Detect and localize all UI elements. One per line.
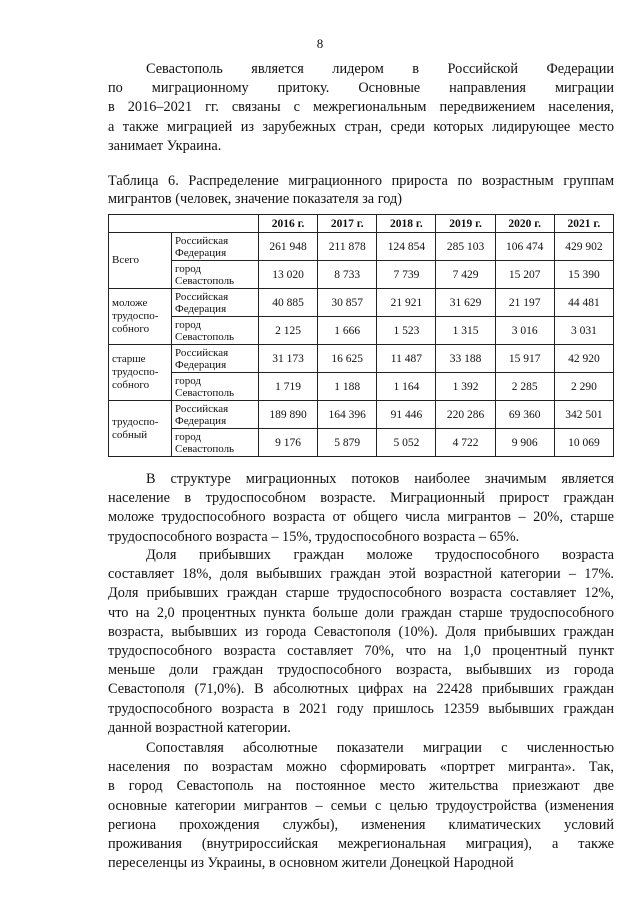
text-line: население в трудоспособном возрасте. Миграционный прирост граждан bbox=[108, 490, 614, 507]
value-cell: 31 173 bbox=[259, 345, 318, 373]
text-line: данной возрастной категории. bbox=[108, 719, 291, 736]
value-cell: 91 446 bbox=[377, 401, 436, 429]
value-cell: 10 069 bbox=[554, 429, 613, 457]
value-cell: 285 103 bbox=[436, 233, 495, 261]
text-line: проживания (внутрироссийская межрегиональная миграция), а также bbox=[108, 836, 614, 853]
text-line: Сопоставляя абсолютные показатели миграции с численностью bbox=[146, 740, 614, 756]
text-line: в 2016–2021 гг. связаны с межрегиональным передвижением населения, bbox=[108, 99, 614, 116]
year-header: 2017 г. bbox=[318, 215, 377, 233]
value-cell: 9 176 bbox=[259, 429, 318, 457]
region-label: город Севастополь bbox=[172, 429, 259, 457]
value-cell: 33 188 bbox=[436, 345, 495, 373]
region-label: город Севастополь bbox=[172, 373, 259, 401]
group-label: моложе трудоспо-собного bbox=[109, 289, 172, 345]
value-cell: 4 722 bbox=[436, 429, 495, 457]
value-cell: 21 921 bbox=[377, 289, 436, 317]
text-line: населения по возрастам можно сформировать «портрет мигранта». Так, bbox=[108, 759, 614, 776]
year-header: 2018 г. bbox=[377, 215, 436, 233]
value-cell: 1 164 bbox=[377, 373, 436, 401]
value-cell: 2 125 bbox=[259, 317, 318, 345]
value-cell: 15 390 bbox=[554, 261, 613, 289]
text-line: переселенцы из Украины, в основном жители Донецкой Народной bbox=[108, 855, 514, 872]
text-line: Доля прибывших граждан моложе трудоспособного возраста bbox=[146, 547, 614, 563]
value-cell: 429 902 bbox=[554, 233, 613, 261]
value-cell: 261 948 bbox=[259, 233, 318, 261]
year-header: 2020 г. bbox=[495, 215, 554, 233]
value-cell: 342 501 bbox=[554, 401, 613, 429]
value-cell: 5 879 bbox=[318, 429, 377, 457]
value-cell: 1 315 bbox=[436, 317, 495, 345]
header-empty-cell bbox=[109, 215, 259, 233]
text-line: Таблица 6. Распределение миграционного прироста по возрастным группам bbox=[108, 173, 614, 189]
value-cell: 106 474 bbox=[495, 233, 554, 261]
year-header: 2019 г. bbox=[436, 215, 495, 233]
value-cell: 40 885 bbox=[259, 289, 318, 317]
text-line: возраста, выбывших из города Севастополя (10%). Доля прибывших граждан bbox=[108, 623, 614, 640]
region-label: Российская Федерация bbox=[172, 233, 259, 261]
value-cell: 15 917 bbox=[495, 345, 554, 373]
text-line: трудоспособного возраста – 15%, трудоспособного возраста – 65%. bbox=[108, 528, 520, 545]
value-cell: 164 396 bbox=[318, 401, 377, 429]
text-line: Доля прибывших граждан старше трудоспособного возраста составляет 12%, bbox=[108, 585, 614, 602]
value-cell: 7 429 bbox=[436, 261, 495, 289]
text-line: по миграционному притоку. Основные направления миграции bbox=[108, 80, 614, 97]
table-row bbox=[109, 373, 614, 401]
table-row bbox=[109, 261, 614, 289]
text-line: меньше доли граждан трудоспособного возраста, выбывших из города bbox=[108, 662, 614, 679]
value-cell: 3 031 bbox=[554, 317, 613, 345]
table-row bbox=[109, 401, 614, 429]
value-cell: 8 733 bbox=[318, 261, 377, 289]
table-row bbox=[109, 429, 614, 457]
text-line: региона прохождения службы), изменения климатических условий bbox=[108, 816, 614, 833]
value-cell: 3 016 bbox=[495, 317, 554, 345]
value-cell: 1 666 bbox=[318, 317, 377, 345]
value-cell: 7 739 bbox=[377, 261, 436, 289]
intro-paragraph bbox=[108, 60, 614, 156]
text-line: мигрантов (человек, значение показателя за год) bbox=[108, 191, 402, 207]
value-cell: 124 854 bbox=[377, 233, 436, 261]
value-cell: 189 890 bbox=[259, 401, 318, 429]
value-cell: 2 285 bbox=[495, 373, 554, 401]
text-line: основные категории мигрантов – семьи с целью трудоустройства (изменения bbox=[108, 797, 614, 814]
body-paragraph bbox=[108, 546, 614, 738]
table-row bbox=[109, 317, 614, 345]
page-number: 8 bbox=[316, 36, 324, 51]
migration-table bbox=[108, 214, 614, 457]
value-cell: 15 207 bbox=[495, 261, 554, 289]
table-header-row bbox=[109, 215, 614, 233]
table-row bbox=[109, 289, 614, 317]
text-line: что на 2,0 процентных пункта больше доли граждан старше трудоспособного bbox=[108, 604, 614, 621]
text-line: составляет 18%, доля выбывших граждан этой возрастной категории – 17%. bbox=[108, 566, 614, 583]
text-line: а также миграцией из зарубежных стран, среди которых лидирующее место bbox=[108, 118, 614, 135]
text-line: в город Севастополь на постоянное место жительства приезжают две bbox=[108, 778, 614, 795]
table-row bbox=[109, 345, 614, 373]
value-cell: 1 719 bbox=[259, 373, 318, 401]
text-line: моложе трудоспособного возраста от общего числа мигрантов – 20%, старше bbox=[108, 509, 614, 526]
group-label: трудоспо-собный bbox=[109, 401, 172, 457]
region-label: Российская Федерация bbox=[172, 289, 259, 317]
region-label: город Севастополь bbox=[172, 261, 259, 289]
body-paragraph bbox=[108, 739, 614, 873]
value-cell: 1 523 bbox=[377, 317, 436, 345]
table-caption bbox=[108, 172, 614, 208]
year-header: 2016 г. bbox=[259, 215, 318, 233]
region-label: Российская Федерация bbox=[172, 345, 259, 373]
value-cell: 1 392 bbox=[436, 373, 495, 401]
text-line: Севастополь является лидером в Российской Федерации bbox=[146, 61, 614, 77]
value-cell: 44 481 bbox=[554, 289, 613, 317]
text-line: В структуре миграционных потоков наиболее значимым является bbox=[146, 471, 614, 487]
region-label: город Севастополь bbox=[172, 317, 259, 345]
table-row bbox=[109, 233, 614, 261]
value-cell: 2 290 bbox=[554, 373, 613, 401]
text-line: трудоспособного возраста составляет 70%, что на 1,0 процентный пункт bbox=[108, 643, 614, 660]
value-cell: 211 878 bbox=[318, 233, 377, 261]
body-paragraph bbox=[108, 470, 614, 547]
value-cell: 16 625 bbox=[318, 345, 377, 373]
region-label: Российская Федерация bbox=[172, 401, 259, 429]
value-cell: 13 020 bbox=[259, 261, 318, 289]
value-cell: 69 360 bbox=[495, 401, 554, 429]
group-label: Всего bbox=[109, 233, 172, 289]
value-cell: 11 487 bbox=[377, 345, 436, 373]
group-label: старше трудоспо-собного bbox=[109, 345, 172, 401]
text-line: Севастополя (71,0%). В абсолютных цифрах на 22428 прибывших граждан bbox=[108, 681, 614, 698]
value-cell: 9 906 bbox=[495, 429, 554, 457]
text-line: занимает Украина. bbox=[108, 137, 222, 154]
text-line: трудоспособного возраста в 2021 году пришлось 12359 выбывших граждан bbox=[108, 700, 614, 717]
value-cell: 1 188 bbox=[318, 373, 377, 401]
year-header: 2021 г. bbox=[554, 215, 613, 233]
value-cell: 220 286 bbox=[436, 401, 495, 429]
value-cell: 31 629 bbox=[436, 289, 495, 317]
value-cell: 42 920 bbox=[554, 345, 613, 373]
value-cell: 30 857 bbox=[318, 289, 377, 317]
value-cell: 5 052 bbox=[377, 429, 436, 457]
value-cell: 21 197 bbox=[495, 289, 554, 317]
